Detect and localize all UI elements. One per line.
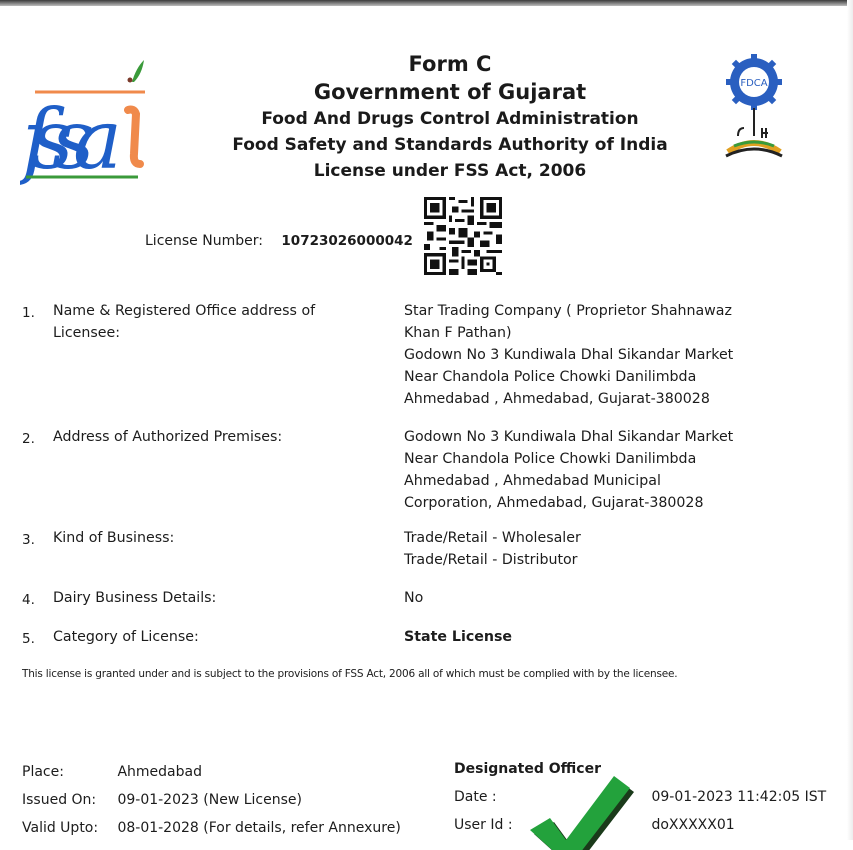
svg-text:FDCA: FDCA [740,78,768,89]
field-label: Dairy Business Details: [53,590,217,606]
field-number: 4. [22,592,35,608]
date-row [454,783,834,811]
issued-label: Issued On: [22,792,97,808]
license-terms-note: This license is granted under and is subject to the provisions of FSS Act, 2006 all of which must be complied with by the licensee. [22,668,678,680]
value-line: No [404,590,424,606]
photo-top-edge [0,0,853,6]
value-line: Corporation, Ahmedabad, Gujarat-380028 [404,495,704,511]
value-line: Khan F Pathan) [404,325,512,341]
place-value: Ahmedabad [117,764,202,780]
document-header [180,50,720,184]
place-label: Place: [22,764,64,780]
fdca-logo-icon [720,52,788,172]
form-title: Form C [408,52,492,76]
field-number: 5. [22,631,35,647]
value-line: Trade/Retail - Wholesaler [404,530,581,546]
license-number-value: 10723026000042 [281,233,413,249]
government-name: Government of Gujarat [313,80,587,104]
field-value [404,626,824,648]
photo-right-edge [847,0,853,840]
value-line: Star Trading Company ( Proprietor Shahnawaz [404,303,732,319]
value-line: Godown No 3 Kundiwala Dhal Sikandar Market [404,429,734,445]
value-line: Ahmedabad , Ahmedabad, Gujarat-380028 [404,391,710,407]
value-line: Trade/Retail - Distributor [404,552,578,568]
field-number: 3. [22,532,35,548]
field-number: 2. [22,431,35,447]
field-label: Kind of Business: [53,530,175,546]
field-value [404,300,824,410]
issued-value: 09-01-2023 (New License) [117,792,302,808]
issue-details [22,758,401,842]
valid-label: Valid Upto: [22,820,99,836]
valid-value: 08-01-2028 (For details, refer Annexure) [117,820,401,836]
userid-value: doXXXXX01 [651,817,735,833]
userid-label: User Id : [454,817,513,833]
svg-text:ſssa: ſssa [22,93,122,185]
officer-title: Designated Officer [454,761,601,777]
license-number-label: License Number: [145,233,263,249]
field-label: Address of Authorized Premises: [53,429,283,445]
userid-row [454,811,834,839]
department-name: Food And Drugs Control Administration [261,109,639,129]
value-line: State License [404,629,513,645]
field-value [404,426,824,514]
date-label: Date : [454,789,497,805]
field-label: Category of License: [53,629,199,645]
valid-row [22,814,401,842]
authority-name: Food Safety and Standards Authority of India [232,135,668,155]
license-number-row [145,233,413,249]
qr-code-icon[interactable] [424,196,502,276]
value-line: Godown No 3 Kundiwala Dhal Sikandar Market [404,347,734,363]
place-row [22,758,401,786]
value-line: Near Chandola Police Chowki Danilimbda [404,451,697,467]
value-line: Near Chandola Police Chowki Danilimbda [404,369,697,385]
field-value [404,587,824,609]
field-number: 1. [22,305,35,321]
field-value [404,527,824,571]
designated-officer-block [454,755,834,839]
fssai-logo-icon [20,50,150,185]
value-line: Ahmedabad , Ahmedabad Municipal [404,473,661,489]
issued-row [22,786,401,814]
field-label: Name & Registered Office address of Licensee: [53,303,316,341]
act-title: License under FSS Act, 2006 [313,161,587,181]
date-value: 09-01-2023 11:42:05 IST [651,789,827,805]
